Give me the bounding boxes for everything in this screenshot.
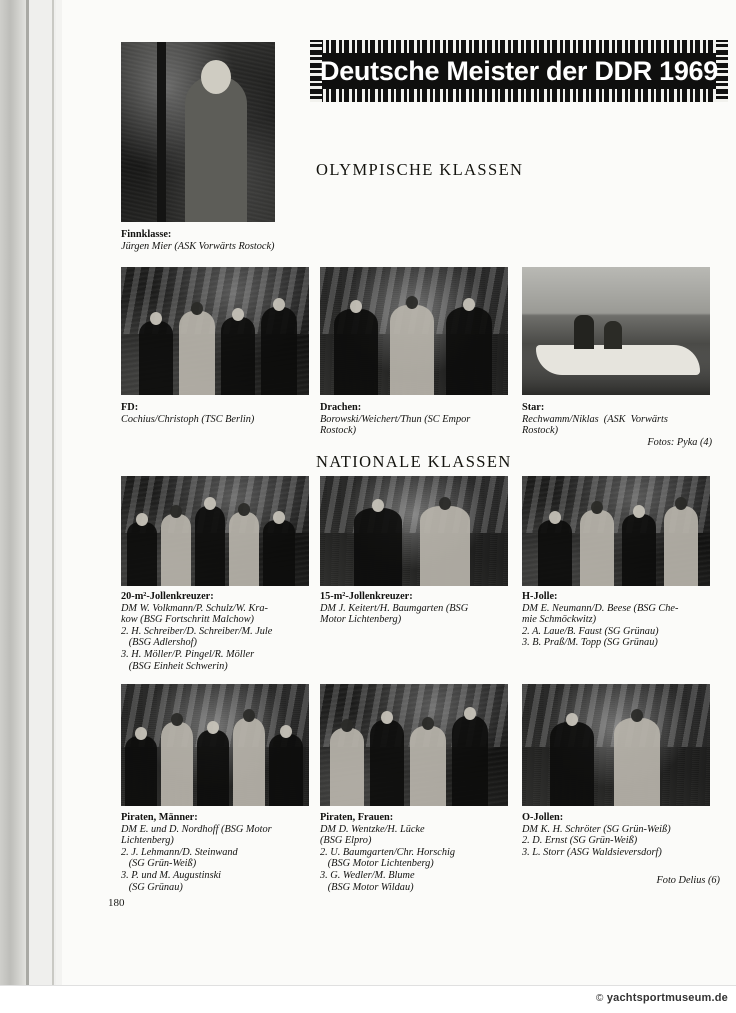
caption-title: Finnklasse: [121,229,172,240]
photo-h-jolle [522,476,710,586]
caption-line: 2. D. Ernst (SG Grün-Weiß) [522,835,638,847]
caption-line: DM E. und D. Nordhoff (BSG Motor [121,823,272,835]
photo-figure [263,520,295,586]
caption-line: DM J. Keitert/H. Baumgarten (BSG [320,602,469,614]
photo-subject [185,76,247,222]
caption-finnklasse [121,229,291,252]
caption-drachen [320,402,515,437]
caption-title: Star: [522,402,545,413]
caption-line: Rechwamm/Niklas (ASK Vorwärts [522,413,668,425]
caption-line: 2. J. Lehmann/D. Steinwand [121,846,238,858]
caption-line: Jürgen Mier (ASK Vorwärts Rostock) [121,240,275,252]
caption-15m2-jollenkreuzer [320,591,515,626]
caption-20m2-jollenkreuzer [121,591,311,672]
caption-title: Drachen: [320,402,362,413]
photo-figure [197,730,229,806]
caption-fd [121,402,311,425]
caption-line: kow (BSG Fortschritt Malchow) [121,614,254,626]
caption-line: Lichtenberg) [121,835,174,847]
photo-figure [410,726,446,806]
photo-figure [261,307,297,395]
caption-piraten-frauen [320,812,515,893]
photo-figure [233,718,265,806]
caption-line: 3. P. und M. Augustinski [121,869,222,881]
photo-figure [614,718,660,806]
photo-figure [229,512,259,586]
watermark-domain: yachtsportmuseum.de [606,992,728,1004]
photo-credit-bottom: Foto Delius (6) [656,875,720,886]
caption-title: FD: [121,402,139,413]
photo-20m2-jollenkreuzer [121,476,309,586]
caption-line: DM W. Volkmann/P. Schulz/W. Kra- [121,602,268,614]
caption-line: mie Schmöckwitz) [522,614,597,626]
photo-figure [125,736,157,806]
caption-line: (SG Grün-Weiß) [121,858,197,870]
page-banner [310,40,728,102]
watermark [596,992,728,1004]
photo-figure [221,317,255,395]
photo-figure [370,720,404,806]
caption-line: 3. L. Storr (ASG Waldsieversdorf) [522,846,662,858]
caption-title: 15-m²-Jollenkreuzer: [320,591,413,602]
photo-fd [121,267,309,395]
photo-boat-hull [536,345,700,375]
photo-figure [622,514,656,586]
photo-figure [161,722,193,806]
caption-line: Rostock) [320,425,357,437]
caption-line: DM K. H. Schröter (SG Grün-Weiß) [522,823,671,835]
caption-line: (BSG Adlershof) [121,637,197,649]
caption-line: (BSG Motor Wildau) [320,881,414,893]
photo-star [522,267,710,395]
banner-title: Deutsche Meister der DDR 1969 [320,56,718,86]
caption-line: DM D. Wentzke/H. Lücke [320,823,425,835]
photo-crew [574,315,594,349]
caption-line: Cochius/Christoph (TSC Berlin) [121,413,255,425]
copyright-icon: © [595,993,604,1004]
caption-o-jollen [522,812,722,858]
photo-figure [269,734,303,806]
photo-subject-head [201,60,231,94]
caption-h-jolle [522,591,717,649]
photo-figure [127,522,157,586]
caption-line: (BSG Einheit Schwerin) [121,660,228,672]
photo-figure [354,508,402,586]
photo-mast [157,42,166,222]
photo-o-jollen [522,684,710,806]
photo-figure [161,514,191,586]
caption-line: 3. G. Wedler/M. Blume [320,869,415,881]
caption-line: 3. H. Möller/P. Pingel/R. Möller [121,648,255,660]
footer-bar [0,985,736,1013]
photo-figure [390,305,434,395]
caption-title: O-Jollen: [522,812,564,823]
photo-finnklasse [121,42,275,222]
book-gutter-shadow [0,0,26,985]
caption-line: 3. B. Praß/M. Topp (SG Grünau) [522,637,658,649]
photo-figure [330,728,364,806]
caption-star [522,402,712,448]
photo-figure [550,722,594,806]
caption-line: Borowski/Weichert/Thun (SC Empor [320,413,471,425]
photo-figure [195,506,225,586]
photo-piraten-maenner [121,684,309,806]
caption-line: 2. U. Baumgarten/Chr. Horschig [320,846,456,858]
photo-figure [580,510,614,586]
caption-line: (BSG Motor Lichtenberg) [320,858,434,870]
caption-piraten-maenner [121,812,311,893]
caption-line: 2. H. Schreiber/D. Schreiber/M. Jule [121,625,273,637]
photo-figure [452,716,488,806]
photo-drachen [320,267,508,395]
photo-crew [604,321,622,349]
caption-line: Rostock) [522,425,559,437]
caption-line: Motor Lichtenberg) [320,614,402,626]
photo-backdrop [320,476,508,533]
caption-line: (BSG Elpro) [320,835,372,847]
photo-figure [538,520,572,586]
banner-ornament-top [310,40,728,53]
page-number: 180 [108,897,125,909]
section-heading-olympic: OLYMPISCHE KLASSEN [316,160,524,179]
caption-line: DM E. Neumann/D. Beese (BSG Che- [522,602,679,614]
photo-figure [179,311,215,395]
photo-15m2-jollenkreuzer [320,476,508,586]
caption-title: H-Jolle: [522,591,558,602]
photo-figure [446,307,492,395]
caption-title: 20-m²-Jollenkreuzer: [121,591,214,602]
photo-figure [334,309,378,395]
photo-figure [139,321,173,395]
caption-line: (SG Grünau) [121,881,183,893]
caption-title: Piraten, Männer: [121,812,198,823]
caption-line: 2. A. Laue/B. Faust (SG Grünau) [522,625,659,637]
caption-title: Piraten, Frauen: [320,812,394,823]
banner-ornament-bottom [310,89,728,102]
section-heading-national: NATIONALE KLASSEN [316,452,512,471]
book-gutter-line-secondary [52,0,54,985]
photo-credit-star: Fotos: Pyka (4) [647,436,712,448]
photo-piraten-frauen [320,684,508,806]
photo-figure [420,506,470,586]
photo-figure [664,506,698,586]
book-gutter-line [26,0,29,985]
